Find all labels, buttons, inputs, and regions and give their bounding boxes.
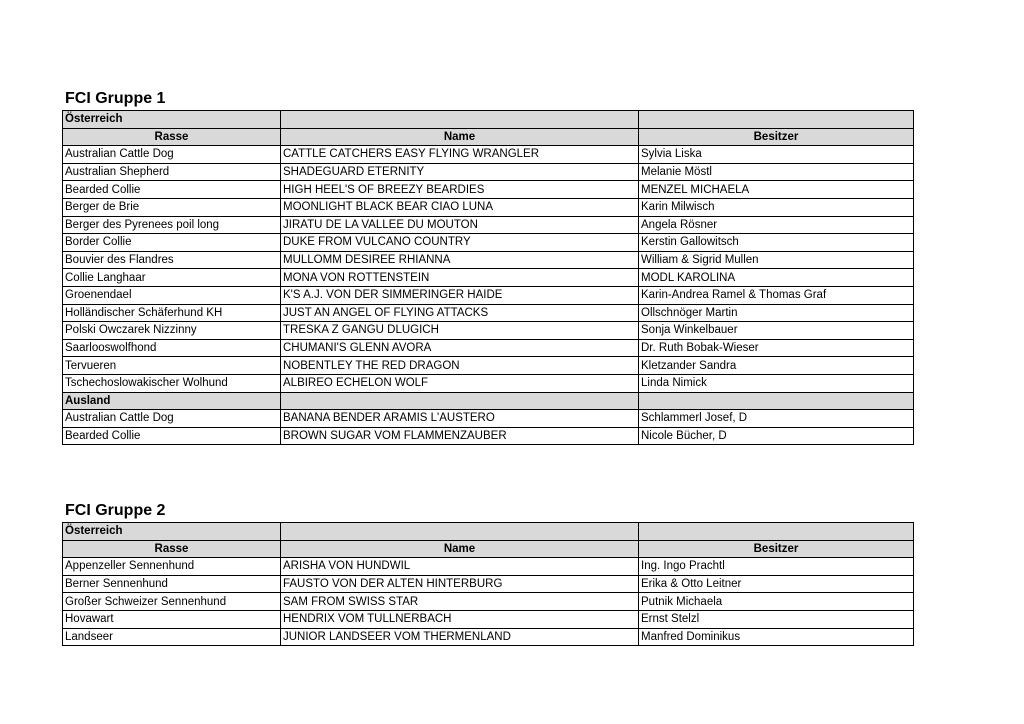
table-row [63, 558, 914, 576]
column-header: Rasse [63, 540, 281, 558]
section-empty-cell [639, 523, 914, 541]
dog-name-cell: MULLOMM DESIREE RHIANNA [281, 251, 639, 269]
breed-cell: Collie Langhaar [63, 269, 281, 287]
table-row [63, 251, 914, 269]
dog-name-cell: JUNIOR LANDSEER VOM THERMENLAND [281, 628, 639, 646]
dog-name-cell: SHADEGUARD ETERNITY [281, 163, 639, 181]
breed-cell: Bearded Collie [63, 181, 281, 199]
section-label: Ausland [63, 392, 281, 410]
results-table [62, 110, 914, 445]
breed-cell: Großer Schweizer Sennenhund [63, 593, 281, 611]
table-row [63, 374, 914, 392]
owner-cell: Melanie Möstl [639, 163, 914, 181]
column-header: Name [281, 128, 639, 146]
dog-name-cell: JIRATU DE LA VALLEE DU MOUTON [281, 216, 639, 234]
table-row [63, 410, 914, 428]
dog-name-cell: MONA VON ROTTENSTEIN [281, 269, 639, 287]
dog-name-cell: SAM FROM SWISS STAR [281, 593, 639, 611]
column-header: Rasse [63, 128, 281, 146]
table-row [63, 146, 914, 164]
breed-cell: Tervueren [63, 357, 281, 375]
breed-cell: Australian Cattle Dog [63, 410, 281, 428]
table-row [63, 628, 914, 646]
table-row [63, 234, 914, 252]
table-row [63, 286, 914, 304]
table-row [63, 357, 914, 375]
owner-cell: Linda Nimick [639, 374, 914, 392]
column-header: Name [281, 540, 639, 558]
owner-cell: Angela Rösner [639, 216, 914, 234]
section-empty-cell [639, 111, 914, 129]
table-row [63, 269, 914, 287]
section-empty-cell [281, 523, 639, 541]
section-empty-cell [281, 111, 639, 129]
breed-cell: Berger de Brie [63, 198, 281, 216]
breed-cell: Bouvier des Flandres [63, 251, 281, 269]
section-row [63, 111, 914, 129]
breed-cell: Berner Sennenhund [63, 575, 281, 593]
owner-cell: Ollschnöger Martin [639, 304, 914, 322]
table-row [63, 575, 914, 593]
owner-cell: Erika & Otto Leitner [639, 575, 914, 593]
section-empty-cell [281, 392, 639, 410]
table-row [63, 304, 914, 322]
dog-name-cell: DUKE FROM VULCANO COUNTRY [281, 234, 639, 252]
dog-name-cell: HENDRIX VOM TULLNERBACH [281, 610, 639, 628]
table-row [63, 427, 914, 445]
dog-name-cell: NOBENTLEY THE RED DRAGON [281, 357, 639, 375]
section-label: Österreich [63, 111, 281, 129]
owner-cell: Karin Milwisch [639, 198, 914, 216]
breed-cell: Border Collie [63, 234, 281, 252]
owner-cell: Kerstin Gallowitsch [639, 234, 914, 252]
breed-cell: Groenendael [63, 286, 281, 304]
owner-cell: Kletzander Sandra [639, 357, 914, 375]
dog-name-cell: K'S A.J. VON DER SIMMERINGER HAIDE [281, 286, 639, 304]
breed-cell: Landseer [63, 628, 281, 646]
owner-cell: Schlammerl Josef, D [639, 410, 914, 428]
table-row [63, 216, 914, 234]
section-row [63, 392, 914, 410]
owner-cell: William & Sigrid Mullen [639, 251, 914, 269]
table-row [63, 610, 914, 628]
breed-cell: Polski Owczarek Nizzinny [63, 322, 281, 340]
table-row [63, 181, 914, 199]
owner-cell: Ing. Ingo Prachtl [639, 558, 914, 576]
dog-name-cell: ALBIREO ECHELON WOLF [281, 374, 639, 392]
dog-name-cell: JUST AN ANGEL OF FLYING ATTACKS [281, 304, 639, 322]
column-header: Besitzer [639, 128, 914, 146]
section-label: Österreich [63, 523, 281, 541]
group-title: FCI Gruppe 2 [65, 502, 166, 519]
group-title: FCI Gruppe 1 [65, 90, 166, 107]
dog-name-cell: BROWN SUGAR VOM FLAMMENZAUBER [281, 427, 639, 445]
breed-cell: Saarlooswolfhond [63, 339, 281, 357]
owner-cell: Nicole Bücher, D [639, 427, 914, 445]
owner-cell: Putnik Michaela [639, 593, 914, 611]
breed-cell: Appenzeller Sennenhund [63, 558, 281, 576]
column-header-row [63, 128, 914, 146]
owner-cell: MODL KAROLINA [639, 269, 914, 287]
results-table [62, 522, 914, 646]
owner-cell: Sonja Winkelbauer [639, 322, 914, 340]
dog-name-cell: TRESKA Z GANGU DLUGICH [281, 322, 639, 340]
owner-cell: Ernst Stelzl [639, 610, 914, 628]
table-row [63, 163, 914, 181]
breed-cell: Hovawart [63, 610, 281, 628]
breed-cell: Berger des Pyrenees poil long [63, 216, 281, 234]
breed-cell: Australian Cattle Dog [63, 146, 281, 164]
breed-cell: Tschechoslowakischer Wolhund [63, 374, 281, 392]
table-row [63, 339, 914, 357]
owner-cell: MENZEL MICHAELA [639, 181, 914, 199]
dog-name-cell: HIGH HEEL'S OF BREEZY BEARDIES [281, 181, 639, 199]
dog-name-cell: MOONLIGHT BLACK BEAR CIAO LUNA [281, 198, 639, 216]
breed-cell: Holländischer Schäferhund KH [63, 304, 281, 322]
owner-cell: Karin-Andrea Ramel & Thomas Graf [639, 286, 914, 304]
table-row [63, 593, 914, 611]
dog-name-cell: CHUMANI'S GLENN AVORA [281, 339, 639, 357]
dog-name-cell: BANANA BENDER ARAMIS L'AUSTERO [281, 410, 639, 428]
column-header-row [63, 540, 914, 558]
owner-cell: Sylvia Liska [639, 146, 914, 164]
breed-cell: Australian Shepherd [63, 163, 281, 181]
dog-name-cell: FAUSTO VON DER ALTEN HINTERBURG [281, 575, 639, 593]
section-row [63, 523, 914, 541]
table-row [63, 322, 914, 340]
owner-cell: Dr. Ruth Bobak-Wieser [639, 339, 914, 357]
breed-cell: Bearded Collie [63, 427, 281, 445]
table-row [63, 198, 914, 216]
column-header: Besitzer [639, 540, 914, 558]
owner-cell: Manfred Dominikus [639, 628, 914, 646]
dog-name-cell: ARISHA VON HUNDWIL [281, 558, 639, 576]
section-empty-cell [639, 392, 914, 410]
dog-name-cell: CATTLE CATCHERS EASY FLYING WRANGLER [281, 146, 639, 164]
